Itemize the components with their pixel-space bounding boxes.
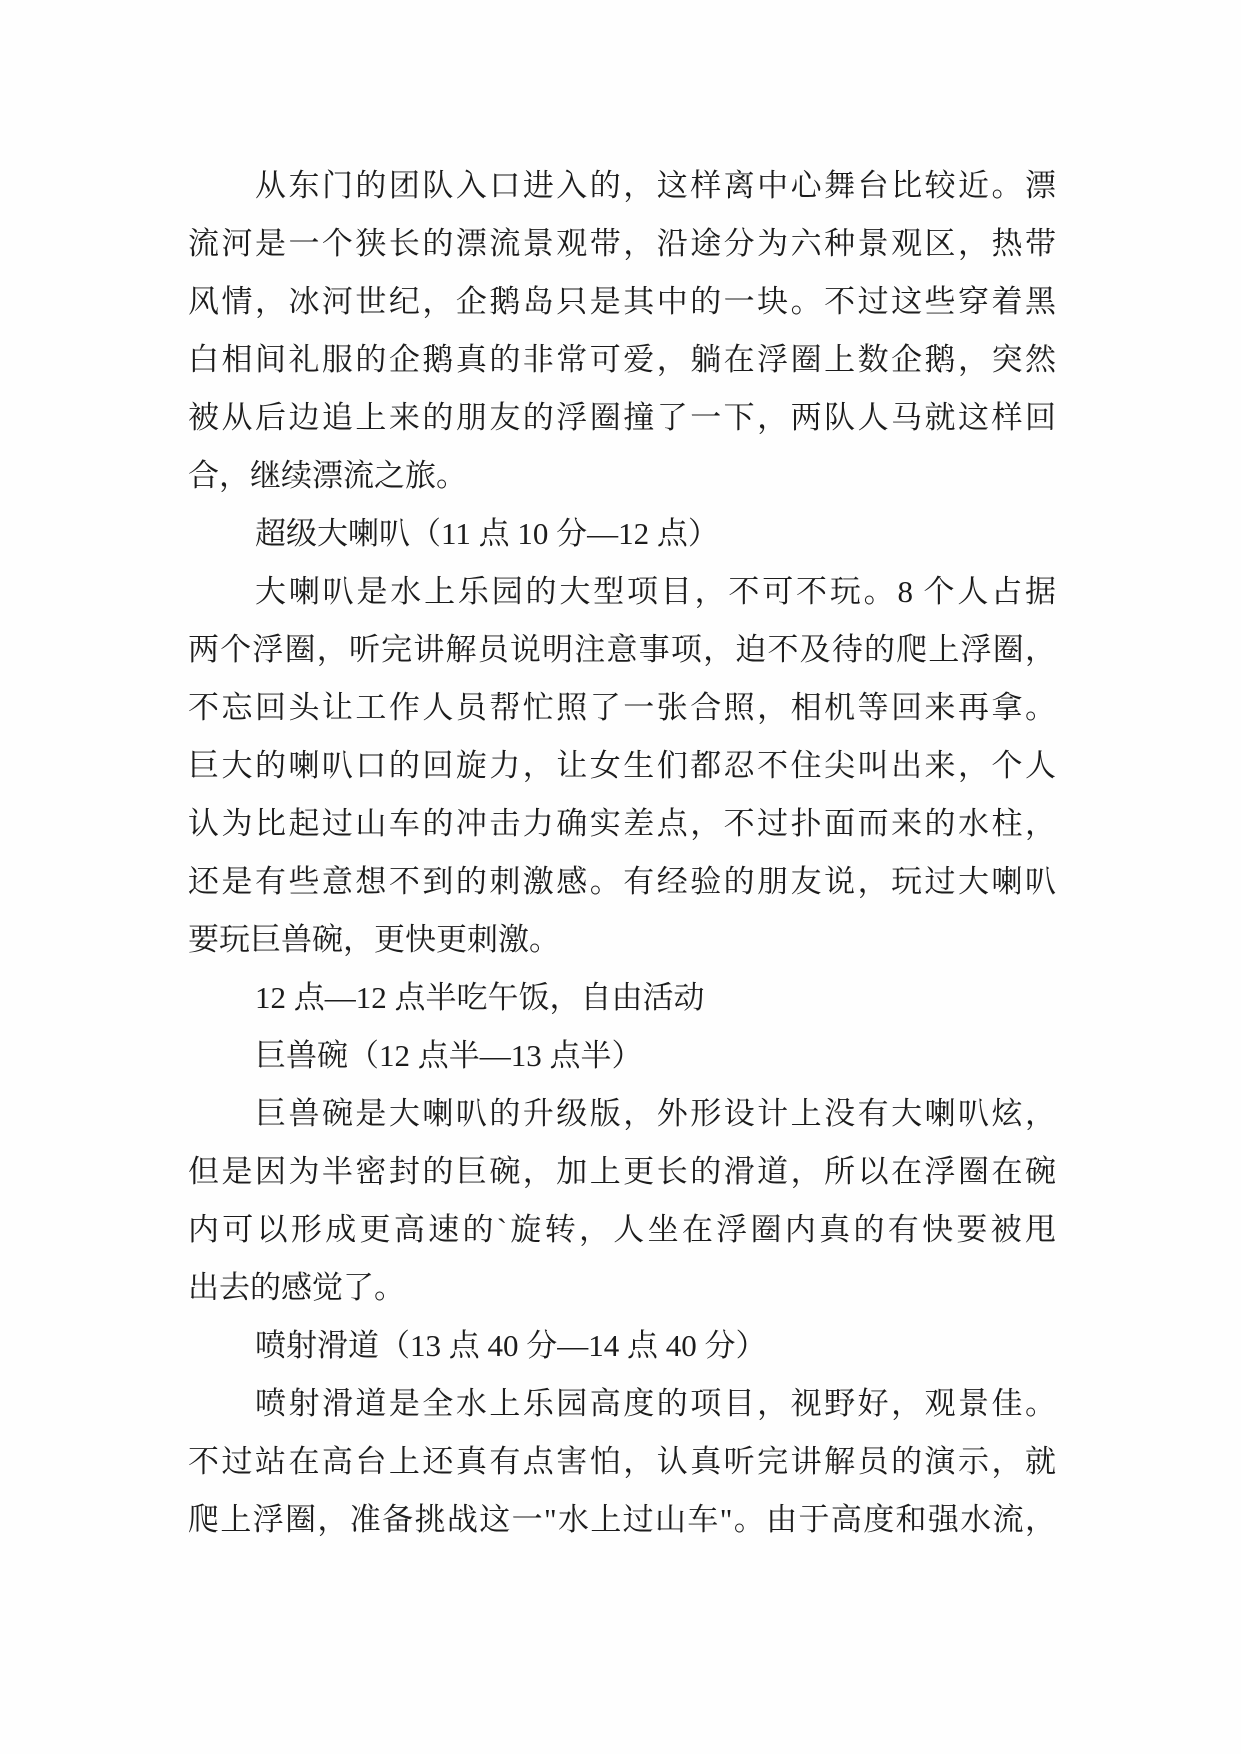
text-line: 从东门的团队入口进入的，这样离中心舞台比较近。漂 [255, 168, 1056, 203]
line-lunch-schedule [188, 969, 1056, 1027]
text-line: 大喇叭是水上乐园的大型项目，不可不玩。8 个人占据 [255, 574, 1056, 609]
text-line: 认为比起过山车的冲击力确实差点，不过扑面而来的水柱， [188, 806, 1056, 841]
text-line: 风情，冰河世纪，企鹅岛只是其中的一块。不过这些穿着黑 [188, 284, 1056, 319]
text-line: 巨兽碗是大喇叭的升级版，外形设计上没有大喇叭炫， [255, 1096, 1056, 1131]
heading-jet-slide-schedule [188, 1317, 1056, 1375]
text-line: 被从后边追上来的朋友的浮圈撞了一下，两队人马就这样回 [188, 400, 1056, 435]
text-line: 巨大的喇叭口的回旋力，让女生们都忍不住尖叫出来，个人 [188, 748, 1056, 783]
text-line: 要玩巨兽碗，更快更刺激。 [188, 922, 560, 957]
text-line: 白相间礼服的企鹅真的非常可爱，躺在浮圈上数企鹅，突然 [188, 342, 1056, 377]
heading-super-horn-schedule [188, 505, 1056, 563]
text-line: 喷射滑道是全水上乐园高度的项目，视野好，观景佳。 [255, 1386, 1056, 1421]
text-line: 不过站在高台上还真有点害怕，认真听完讲解员的演示，就 [188, 1444, 1056, 1479]
heading-beast-bowl-schedule [188, 1027, 1056, 1085]
text-line: 合，继续漂流之旅。 [188, 458, 467, 493]
text-line: 出去的感觉了。 [188, 1270, 405, 1305]
paragraph-drifting-river [188, 157, 1056, 505]
text-line: 还是有些意想不到的刺激感。有经验的朋友说，玩过大喇叭 [188, 864, 1056, 899]
text-line: 爬上浮圈，准备挑战这一"水上过山车"。由于高度和强水流， [188, 1502, 1056, 1537]
paragraph-jet-slide [188, 1375, 1056, 1549]
text-line: 超级大喇叭（11 点 10 分—12 点） [255, 516, 719, 551]
text-line: 流河是一个狭长的漂流景观带，沿途分为六种景观区，热带 [188, 226, 1056, 261]
text-line: 内可以形成更高速的`旋转，人坐在浮圈内真的有快要被甩 [188, 1212, 1056, 1247]
document-body [188, 157, 1056, 1549]
text-line: 喷射滑道（13 点 40 分—14 点 40 分） [255, 1328, 767, 1363]
text-line: 不忘回头让工作人员帮忙照了一张合照，相机等回来再拿。 [188, 690, 1056, 725]
text-line: 巨兽碗（12 点半—13 点半） [255, 1038, 643, 1073]
paragraph-super-horn [188, 563, 1056, 969]
paragraph-beast-bowl [188, 1085, 1056, 1317]
text-line: 12 点—12 点半吃午饭，自由活动 [255, 980, 705, 1015]
text-line: 但是因为半密封的巨碗，加上更长的滑道，所以在浮圈在碗 [188, 1154, 1056, 1189]
text-line: 两个浮圈，听完讲解员说明注意事项，迫不及待的爬上浮圈， [188, 632, 1056, 667]
